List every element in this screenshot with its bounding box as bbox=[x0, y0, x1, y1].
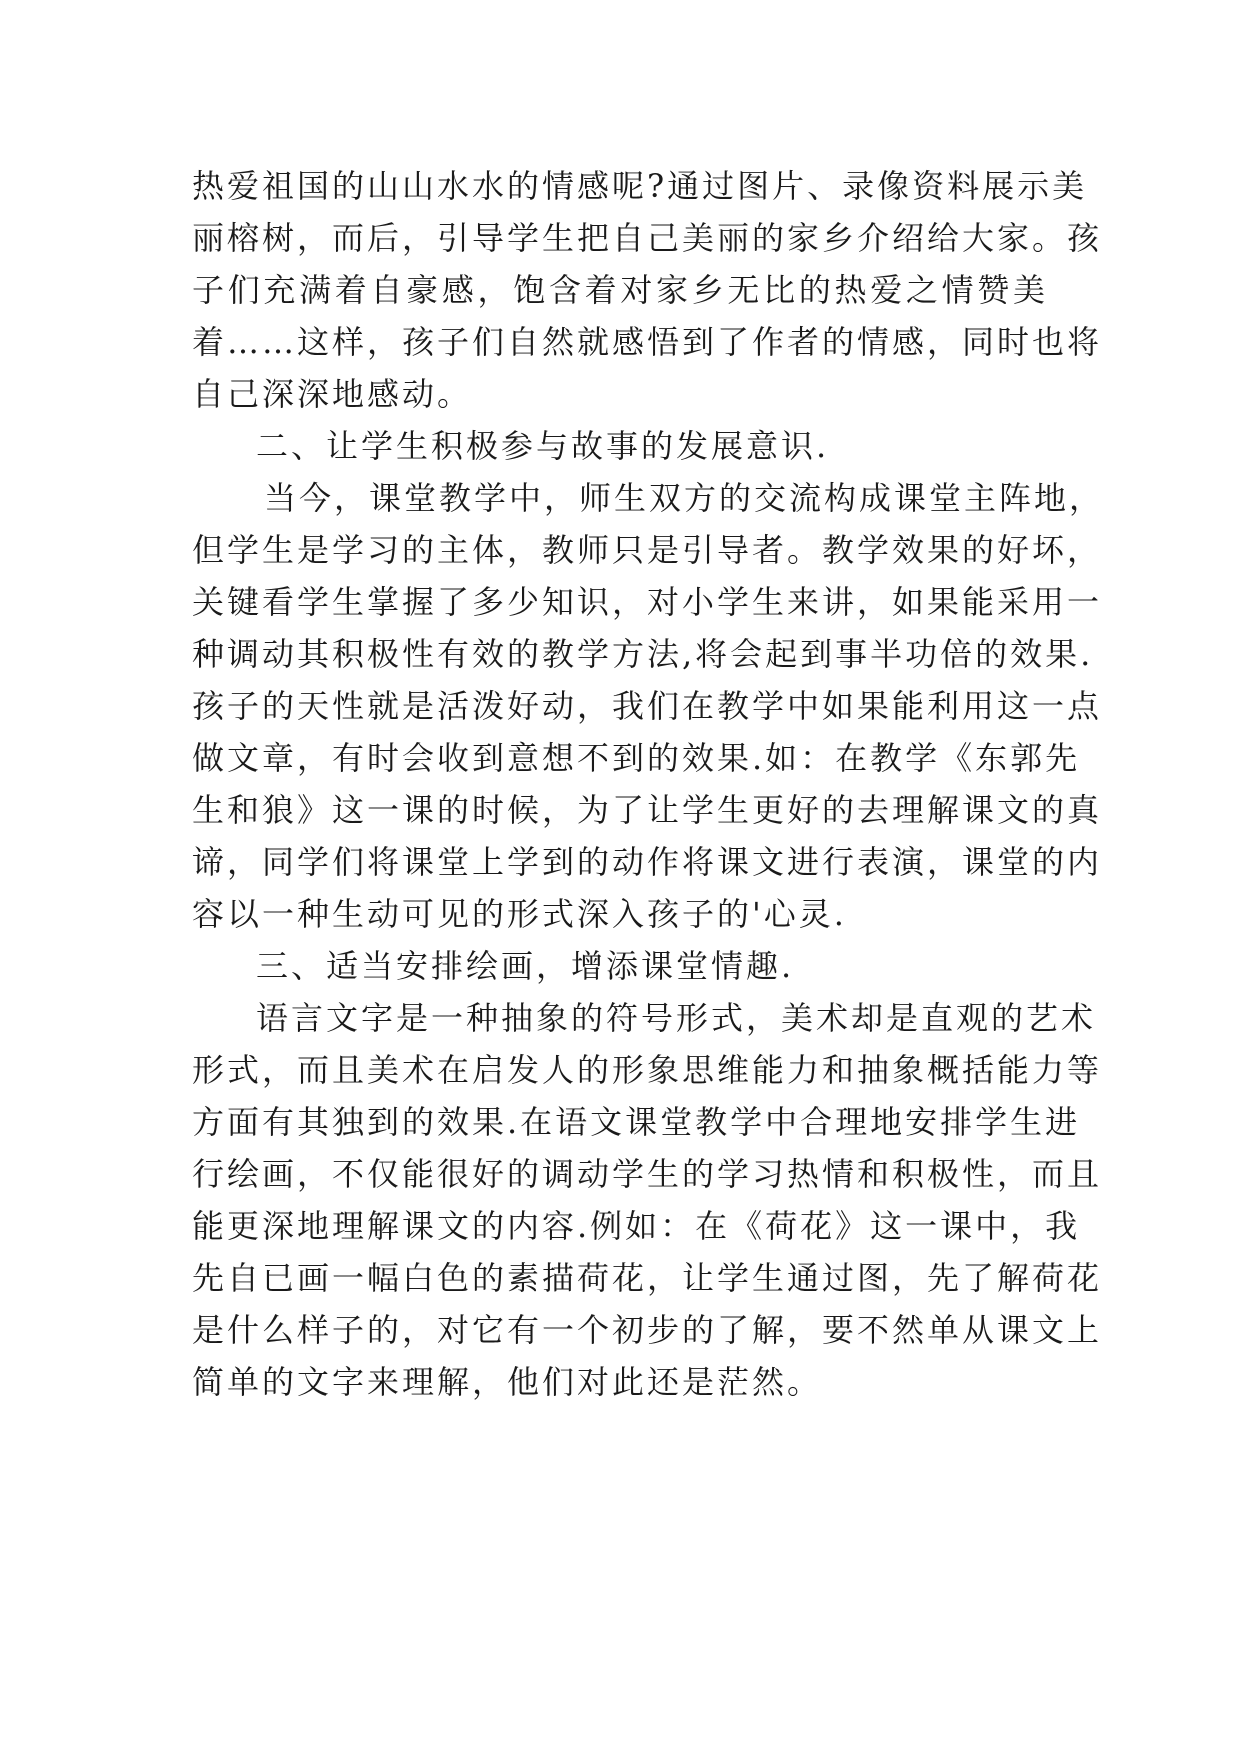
text-line: 关键看学生掌握了多少知识，对小学生来讲，如果能采用一 bbox=[192, 583, 1103, 621]
text-line: 谛，同学们将课堂上学到的动作将课文进行表演，课堂的内 bbox=[192, 843, 1103, 881]
section-heading: 三、适当安排绘画，增添课堂情趣. bbox=[256, 947, 795, 985]
text-line: 语言文字是一种抽象的符号形式，美术却是直观的艺术 bbox=[256, 999, 1097, 1037]
text-line: 种调动其积极性有效的教学方法,将会起到事半功倍的效果. bbox=[192, 635, 1094, 673]
text-line: 做文章，有时会收到意想不到的效果.如：在教学《东郭先 bbox=[192, 739, 1081, 777]
text-line: 但学生是学习的主体，教师只是引导者。教学效果的好坏， bbox=[192, 531, 1103, 569]
text-line: 子们充满着自豪感，饱含着对家乡无比的热爱之情赞美 bbox=[192, 271, 1048, 309]
text-line: 当今，课堂教学中，师生双方的交流构成课堂主阵地， bbox=[264, 479, 1105, 517]
text-line: 方面有其独到的效果.在语文课堂教学中合理地安排学生进 bbox=[192, 1103, 1081, 1141]
text-line: 先自已画一幅白色的素描荷花，让学生通过图，先了解荷花 bbox=[192, 1259, 1103, 1297]
text-line: 孩子的天性就是活泼好动，我们在教学中如果能利用这一点 bbox=[192, 687, 1103, 725]
text-line: 简单的文字来理解，他们对此还是茫然。 bbox=[192, 1363, 823, 1401]
body-text bbox=[192, 160, 1105, 1408]
text-line: 热爱祖国的山山水水的情感呢?通过图片、录像资料展示美 bbox=[192, 167, 1088, 205]
text-line: 行绘画，不仅能很好的调动学生的学习热情和积极性，而且 bbox=[192, 1155, 1103, 1193]
text-line: 着……这样，孩子们自然就感悟到了作者的情感，同时也将 bbox=[192, 323, 1103, 361]
text-line: 是什么样子的，对它有一个初步的了解，要不然单从课文上 bbox=[192, 1311, 1103, 1349]
text-line: 自己深深地感动。 bbox=[192, 375, 473, 413]
text-line: 容以一种生动可见的形式深入孩子的'心灵. bbox=[192, 895, 847, 933]
text-line: 生和狼》这一课的时候，为了让学生更好的去理解课文的真 bbox=[192, 791, 1103, 829]
section-heading: 二、让学生积极参与故事的发展意识. bbox=[256, 427, 830, 465]
text-line: 丽榕树，而后，引导学生把自己美丽的家乡介绍给大家。孩 bbox=[192, 219, 1103, 257]
text-line: 形式，而且美术在启发人的形象思维能力和抽象概括能力等 bbox=[192, 1051, 1103, 1089]
text-line: 能更深地理解课文的内容.例如：在《荷花》这一课中，我 bbox=[192, 1207, 1081, 1245]
